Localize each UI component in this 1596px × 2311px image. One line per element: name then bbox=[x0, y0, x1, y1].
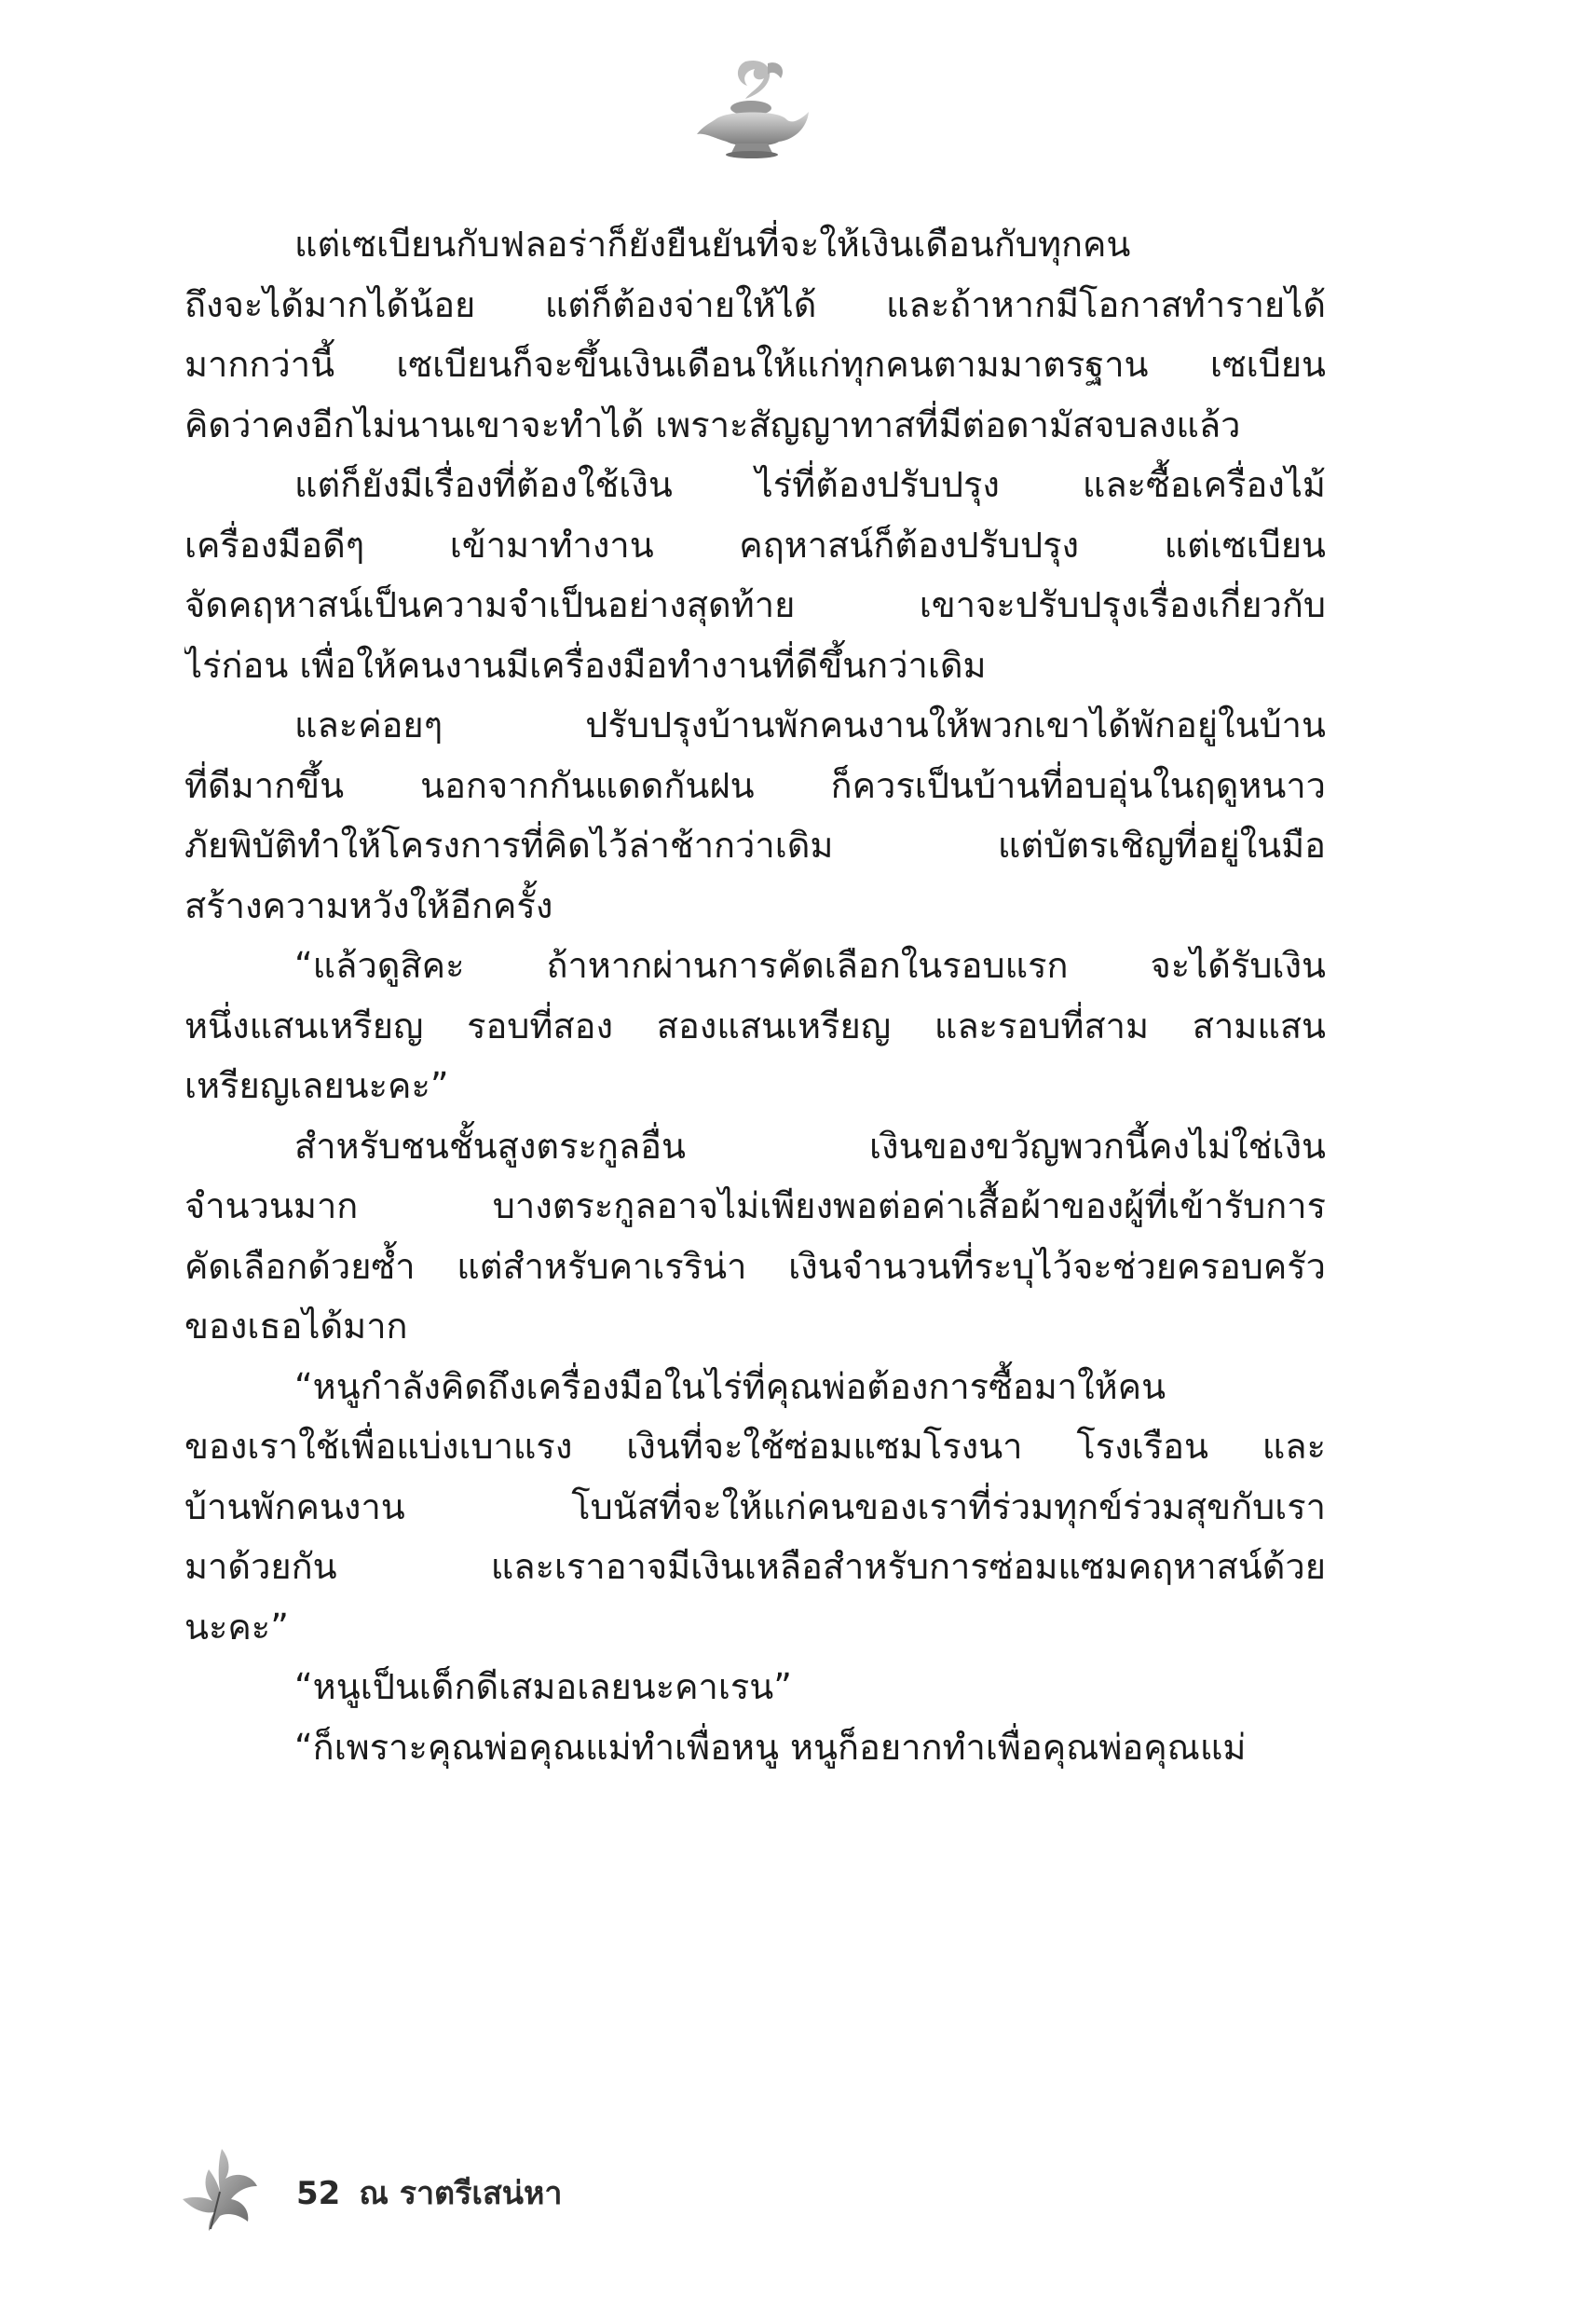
text-line: ที่ดีมากขึ้น นอกจากกันแดดกันฝน ก็ควรเป็นบ้านที่อบอุ่นในฤดูหนาว bbox=[184, 764, 1326, 806]
text-line: แต่ก็ยังมีเรื่องที่ต้องใช้เงิน ไร่ที่ต้องปรับปรุง และซื้อเครื่องไม้ bbox=[294, 464, 1326, 505]
text-line: ภัยพิบัติทำให้โครงการที่คิดไว้ล่าช้ากว่าเดิม แต่บัตรเชิญที่อยู่ในมือ bbox=[184, 825, 1326, 866]
text-line: ของเราใช้เพื่อแบ่งเบาแรง เงินที่จะใช้ซ่อมแซมโรงนา โรงเรือน และ bbox=[184, 1426, 1326, 1467]
text-line: สำหรับชนชั้นสูงตระกูลอื่น เงินของขวัญพวกนี้คงไม่ใช่เงิน bbox=[294, 1125, 1326, 1167]
page-number: 52 bbox=[296, 2175, 341, 2212]
page-footer bbox=[177, 2143, 736, 2232]
text-line: “ก็เพราะคุณพ่อคุณแม่ทำเพื่อหนู หนูก็อยากทำเพื่อคุณพ่อคุณแม่ bbox=[294, 1726, 1247, 1768]
text-line: เครื่องมือดีๆ เข้ามาทำงาน คฤหาสน์ก็ต้องปรับปรุง แต่เซเบียน bbox=[184, 524, 1326, 566]
footer-text bbox=[296, 2167, 581, 2218]
text-line: คิดว่าคงอีกไม่นานเขาจะทำได้ เพราะสัญญาทาสที่มีต่อดามัสจบลงแล้ว bbox=[184, 403, 1241, 445]
text-line: ของเธอได้มาก bbox=[184, 1306, 408, 1347]
book-title: ณ ราตรีเสน่หา bbox=[359, 2175, 563, 2212]
text-line: และค่อยๆ ปรับปรุงบ้านพักคนงานให้พวกเขาได้พักอยู่ในบ้าน bbox=[294, 704, 1326, 745]
text-line: บ้านพักคนงาน โบนัสที่จะให้แก่คนของเราที่ร่วมทุกข์ร่วมสุขกับเรา bbox=[184, 1485, 1326, 1527]
genie-lamp-icon bbox=[689, 54, 820, 161]
text-line: “หนูกำลังคิดถึงเครื่องมือในไร่ที่คุณพ่อต้องการซื้อมาให้คน bbox=[294, 1365, 1166, 1407]
text-line: สร้างความหวังให้อีกครั้ง bbox=[184, 884, 553, 926]
text-line: จัดคฤหาสน์เป็นความจำเป็นอย่างสุดท้าย เขาจะปรับปรุงเรื่องเกี่ยวกับ bbox=[184, 584, 1326, 625]
text-line: ไร่ก่อน เพื่อให้คนงานมีเครื่องมือทำงานที่ดีขึ้นกว่าเดิม bbox=[184, 644, 987, 686]
text-line: เหรียญเลยนะคะ” bbox=[184, 1065, 449, 1106]
text-line: นะคะ” bbox=[184, 1606, 289, 1648]
text-line: แต่เซเบียนกับฟลอร่าก็ยังยืนยันที่จะให้เงินเดือนกับทุกคน bbox=[294, 224, 1131, 265]
text-line: “แล้วดูสิคะ ถ้าหากผ่านการคัดเลือกในรอบแรก จะได้รับเงิน bbox=[294, 945, 1326, 986]
text-line: หนึ่งแสนเหรียญ รอบที่สอง สองแสนเหรียญ และรอบที่สาม สามแสน bbox=[184, 1005, 1326, 1046]
text-line: ถึงจะได้มากได้น้อย แต่ก็ต้องจ่ายให้ได้ และถ้าหากมีโอกาสทำรายได้ bbox=[184, 283, 1326, 325]
text-line: มาด้วยกัน และเราอาจมีเงินเหลือสำหรับการซ่อมแซมคฤหาสน์ด้วย bbox=[184, 1546, 1326, 1587]
text-line: คัดเลือกด้วยซ้ำ แต่สำหรับคาเรริน่า เงินจำนวนที่ระบุไว้จะช่วยครอบครัว bbox=[184, 1245, 1326, 1287]
text-line: “หนูเป็นเด็กดีเสมอเลยนะคาเรน” bbox=[294, 1666, 792, 1707]
text-line: จำนวนมาก บางตระกูลอาจไม่เพียงพอต่อค่าเสื้อผ้าของผู้ที่เข้ารับการ bbox=[184, 1185, 1326, 1226]
text-line: มากกว่านี้ เซเบียนก็จะขึ้นเงินเดือนให้แก่ทุกคนตามมาตรฐาน เซเบียน bbox=[184, 344, 1326, 385]
leaf-icon bbox=[177, 2143, 261, 2232]
page-body bbox=[184, 214, 1326, 1777]
